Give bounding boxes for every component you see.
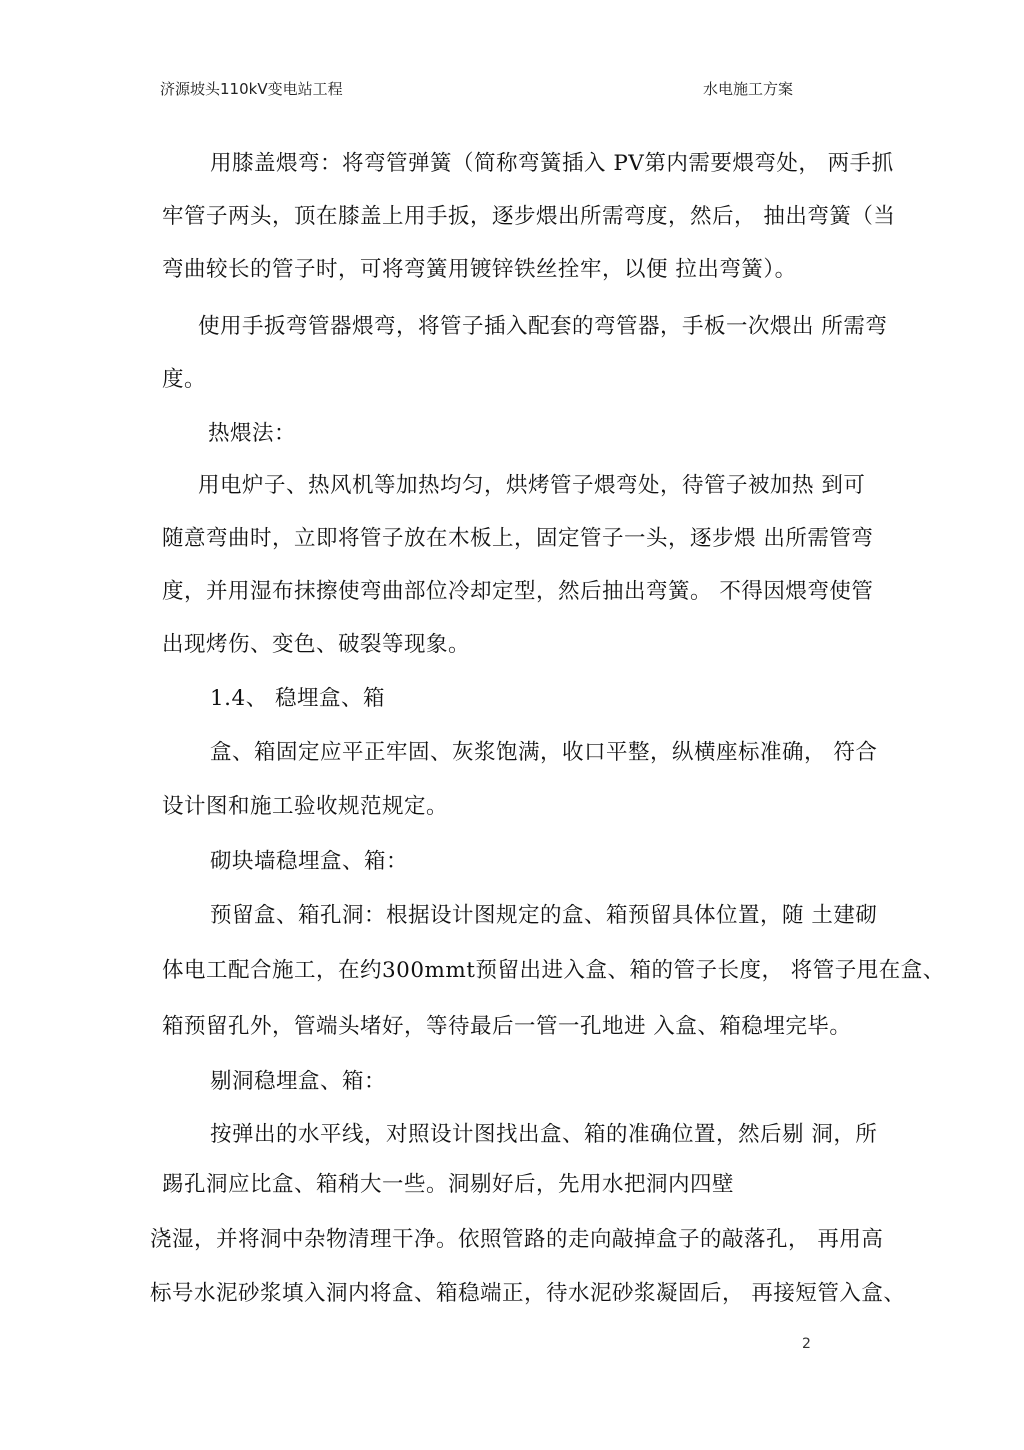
header-project-title: 济源坡头110kV变电站工程	[160, 80, 343, 98]
body-line: 设计图和施工验收规范规定。	[162, 794, 449, 819]
body-line: 预留盒、箱孔洞：根据设计图规定的盒、箱预留具体位置，随 土建砌	[210, 903, 878, 928]
body-line: 度。	[162, 367, 207, 392]
page-number: 2	[802, 1336, 811, 1352]
body-line: 热煨法：	[208, 421, 297, 446]
body-line: 牢管子两头，顶在膝盖上用手扳，逐步煨出所需弯度，然后， 抽出弯簧（当	[162, 204, 896, 229]
body-line: 用电炉子、热风机等加热均匀，烘烤管子煨弯处，待管子被加热 到可	[198, 473, 866, 498]
body-line: 剔洞稳埋盒、箱：	[210, 1069, 387, 1094]
section-heading: 1.4、 稳埋盒、箱	[210, 686, 386, 711]
body-line: 度，并用湿布抹擦使弯曲部位冷却定型，然后抽出弯簧。 不得因煨弯使管	[162, 579, 874, 604]
header-document-title: 水电施工方案	[703, 80, 794, 98]
body-line: 出现烤伤、变色、破裂等现象。	[162, 632, 471, 657]
body-line: 浇湿，并将洞中杂物清理干净。依照管路的走向敲掉盒子的敲落孔， 再用高	[150, 1227, 884, 1252]
body-line: 随意弯曲时，立即将管子放在木板上，固定管子一头，逐步煨 出所需管弯	[162, 526, 874, 551]
body-line: 标号水泥砂浆填入洞内将盒、箱稳端正，待水泥砂浆凝固后， 再接短管入盒、	[150, 1281, 906, 1306]
body-line: 盒、箱固定应平正牢固、灰浆饱满，收口平整，纵横座标准确， 符合	[210, 740, 878, 765]
body-line: 箱预留孔外，管端头堵好，等待最后一管一孔地进 入盒、箱稳埋完毕。	[162, 1014, 852, 1039]
body-line: 体电工配合施工，在约300mmt预留出进入盒、箱的管子长度， 将管子甩在盒、	[162, 958, 945, 983]
body-line: 踢孔洞应比盒、箱稍大一些。洞剔好后，先用水把洞内四壁	[162, 1172, 735, 1197]
body-line: 砌块墙稳埋盒、箱：	[210, 849, 409, 874]
body-line: 弯曲较长的管子时，可将弯簧用镀锌铁丝拴牢，以便 拉出弯簧）。	[162, 257, 797, 282]
body-line: 按弹出的水平线，对照设计图找出盒、箱的准确位置，然后剔 洞，所	[210, 1122, 878, 1147]
body-line: 使用手扳弯管器煨弯，将管子插入配套的弯管器，手板一次煨出 所需弯	[198, 314, 888, 339]
body-line: 用膝盖煨弯：将弯管弹簧（简称弯簧插入 PV第内需要煨弯处， 两手抓	[210, 151, 894, 176]
